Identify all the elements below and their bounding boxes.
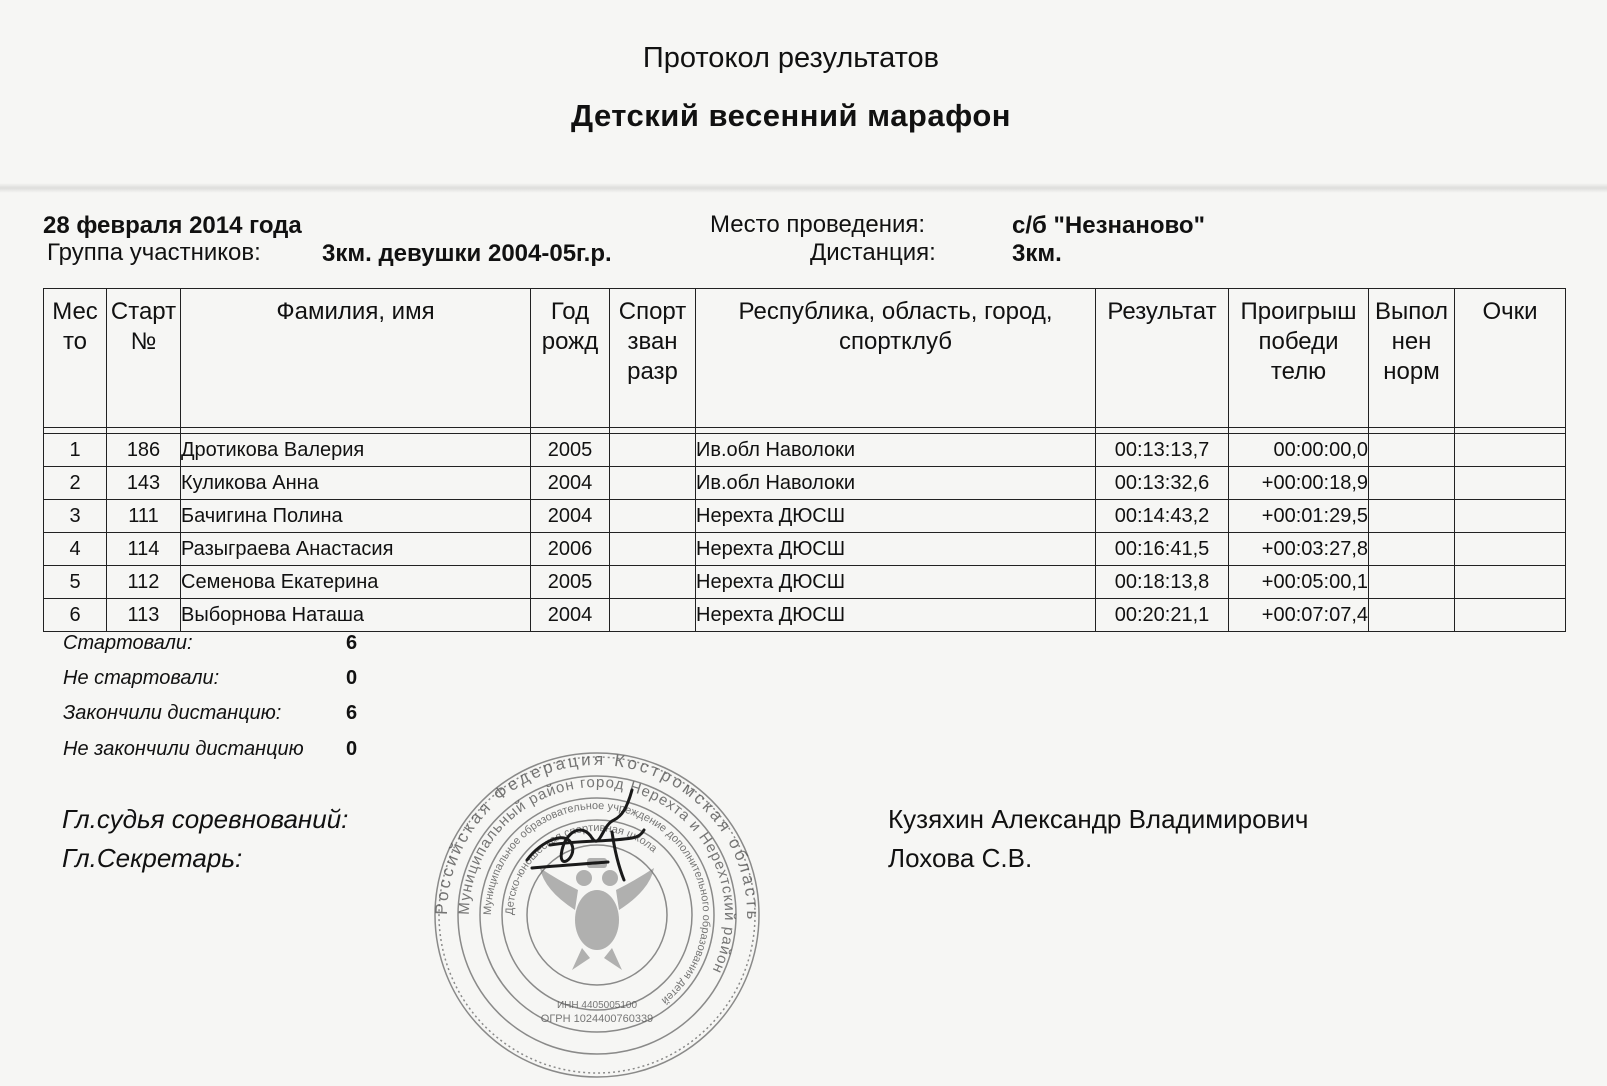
seal-inner-text: Муниципальное образовательное учреждение дополнительного образования детей	[481, 799, 713, 1007]
place-cell: 5	[44, 566, 107, 599]
column-header: Республика, область, город, спортклуб	[696, 289, 1096, 428]
column-header: Год рожд	[531, 289, 610, 428]
place-cell: 2	[44, 467, 107, 500]
seal-outer-text: Российская Федерация Костромская область	[432, 750, 762, 923]
year-cell: 2004	[531, 599, 610, 632]
year-cell: 2004	[531, 467, 610, 500]
stat-label: Закончили дистанцию:	[63, 702, 282, 724]
group-label: Группа участников:	[47, 239, 261, 266]
venue-value: с/б "Незнаново"	[1012, 212, 1205, 239]
norm-cell	[1369, 533, 1455, 566]
name-cell: Выборнова Наташа	[181, 599, 531, 632]
event-date: 28 февраля 2014 года	[43, 212, 302, 239]
seal-ogrn: ОГРН 1024400760339	[540, 1013, 654, 1025]
points-cell	[1455, 599, 1566, 632]
result-cell: 00:20:21,1	[1096, 599, 1229, 632]
club-cell: Ив.обл Наволоки	[696, 434, 1096, 467]
secretary-name: Лохова С.В.	[888, 843, 1033, 873]
gap-cell: +00:07:07,4	[1229, 599, 1369, 632]
norm-cell	[1369, 467, 1455, 500]
venue-label: Место проведения:	[710, 211, 926, 238]
club-cell: Ив.обл Наволоки	[696, 467, 1096, 500]
document-title: Протокол результатов	[642, 42, 940, 74]
bib-cell: 112	[107, 566, 181, 599]
rank-cell	[610, 533, 696, 566]
group-value: 3км. девушки 2004-05г.р.	[322, 240, 612, 267]
rank-cell	[610, 500, 696, 533]
gap-cell: +00:05:00,1	[1229, 566, 1369, 599]
seal-inn: ИНН 4405005100	[556, 1000, 638, 1011]
place-cell: 6	[44, 599, 107, 632]
column-header: Мес то	[44, 289, 107, 428]
bib-cell: 113	[107, 599, 181, 632]
seal-middle-text: Муниципальный район город Нерехта и Нерехтский район	[455, 773, 739, 977]
name-cell: Куликова Анна	[181, 467, 531, 500]
distance-value: 3км.	[1012, 240, 1062, 267]
result-cell: 00:14:43,2	[1096, 500, 1229, 533]
stat-value: 0	[346, 667, 358, 689]
column-header: Очки	[1455, 289, 1566, 428]
club-cell: Нерехта ДЮСШ	[696, 533, 1096, 566]
bib-cell: 111	[107, 500, 181, 533]
points-cell	[1455, 566, 1566, 599]
place-cell: 3	[44, 500, 107, 533]
column-header: Старт №	[107, 289, 181, 428]
points-cell	[1455, 500, 1566, 533]
results-table	[43, 288, 1566, 632]
column-header: Результат	[1096, 289, 1229, 428]
rank-cell	[610, 599, 696, 632]
column-header: Проигрыш победи телю	[1229, 289, 1369, 428]
rank-cell	[610, 566, 696, 599]
paper-fold	[0, 183, 1607, 193]
gap-cell: +00:01:29,5	[1229, 500, 1369, 533]
points-cell	[1455, 467, 1566, 500]
stat-value: 0	[346, 738, 358, 760]
gap-cell: +00:03:27,8	[1229, 533, 1369, 566]
year-cell: 2005	[531, 566, 610, 599]
official-seal	[432, 750, 762, 1080]
name-cell: Бачигина Полина	[181, 500, 531, 533]
place-cell: 1	[44, 434, 107, 467]
points-cell	[1455, 533, 1566, 566]
name-cell: Разыграева Анастасия	[181, 533, 531, 566]
norm-cell	[1369, 566, 1455, 599]
result-cell: 00:13:13,7	[1096, 434, 1229, 467]
judge-name: Кузяхин Александр Владимирович	[888, 804, 1309, 834]
club-cell: Нерехта ДЮСШ	[696, 599, 1096, 632]
year-cell: 2005	[531, 434, 610, 467]
column-header: Спорт зван разр	[610, 289, 696, 428]
norm-cell	[1369, 599, 1455, 632]
rank-cell	[610, 434, 696, 467]
stat-label: Стартовали:	[63, 632, 193, 654]
table-row	[44, 467, 1566, 500]
table-row	[44, 566, 1566, 599]
norm-cell	[1369, 500, 1455, 533]
name-cell: Семенова Екатерина	[181, 566, 531, 599]
name-cell: Дротикова Валерия	[181, 434, 531, 467]
table-row	[44, 533, 1566, 566]
club-cell: Нерехта ДЮСШ	[696, 500, 1096, 533]
stat-label: Не закончили дистанцию	[63, 738, 304, 760]
club-cell: Нерехта ДЮСШ	[696, 566, 1096, 599]
bib-cell: 114	[107, 533, 181, 566]
secretary-label: Гл.Секретарь:	[62, 843, 243, 873]
stat-label: Не стартовали:	[63, 667, 220, 689]
distance-label: Дистанция:	[810, 239, 936, 266]
eagle-emblem-icon	[540, 858, 654, 970]
bib-cell: 186	[107, 434, 181, 467]
result-cell: 00:16:41,5	[1096, 533, 1229, 566]
column-header: Выпол нен норм	[1369, 289, 1455, 428]
table-row	[44, 500, 1566, 533]
table-row	[44, 434, 1566, 467]
judge-label: Гл.судья соревнований:	[62, 804, 349, 834]
seal-core-text: Детско-юношеская спортивная школа	[503, 821, 660, 916]
year-cell: 2004	[531, 500, 610, 533]
place-cell: 4	[44, 533, 107, 566]
gap-cell: +00:00:18,9	[1229, 467, 1369, 500]
year-cell: 2006	[531, 533, 610, 566]
table-row	[44, 599, 1566, 632]
bib-cell: 143	[107, 467, 181, 500]
seal-graphic	[432, 750, 762, 1080]
rank-cell	[610, 467, 696, 500]
stat-value: 6	[346, 632, 358, 654]
norm-cell	[1369, 434, 1455, 467]
gap-cell: 00:00:00,0	[1229, 434, 1369, 467]
result-cell: 00:13:32,6	[1096, 467, 1229, 500]
event-title: Детский весенний марафон	[570, 98, 1011, 133]
points-cell	[1455, 434, 1566, 467]
stat-value: 6	[346, 702, 358, 724]
result-cell: 00:18:13,8	[1096, 566, 1229, 599]
column-header: Фамилия, имя	[181, 289, 531, 428]
table-header-row	[44, 289, 1566, 428]
